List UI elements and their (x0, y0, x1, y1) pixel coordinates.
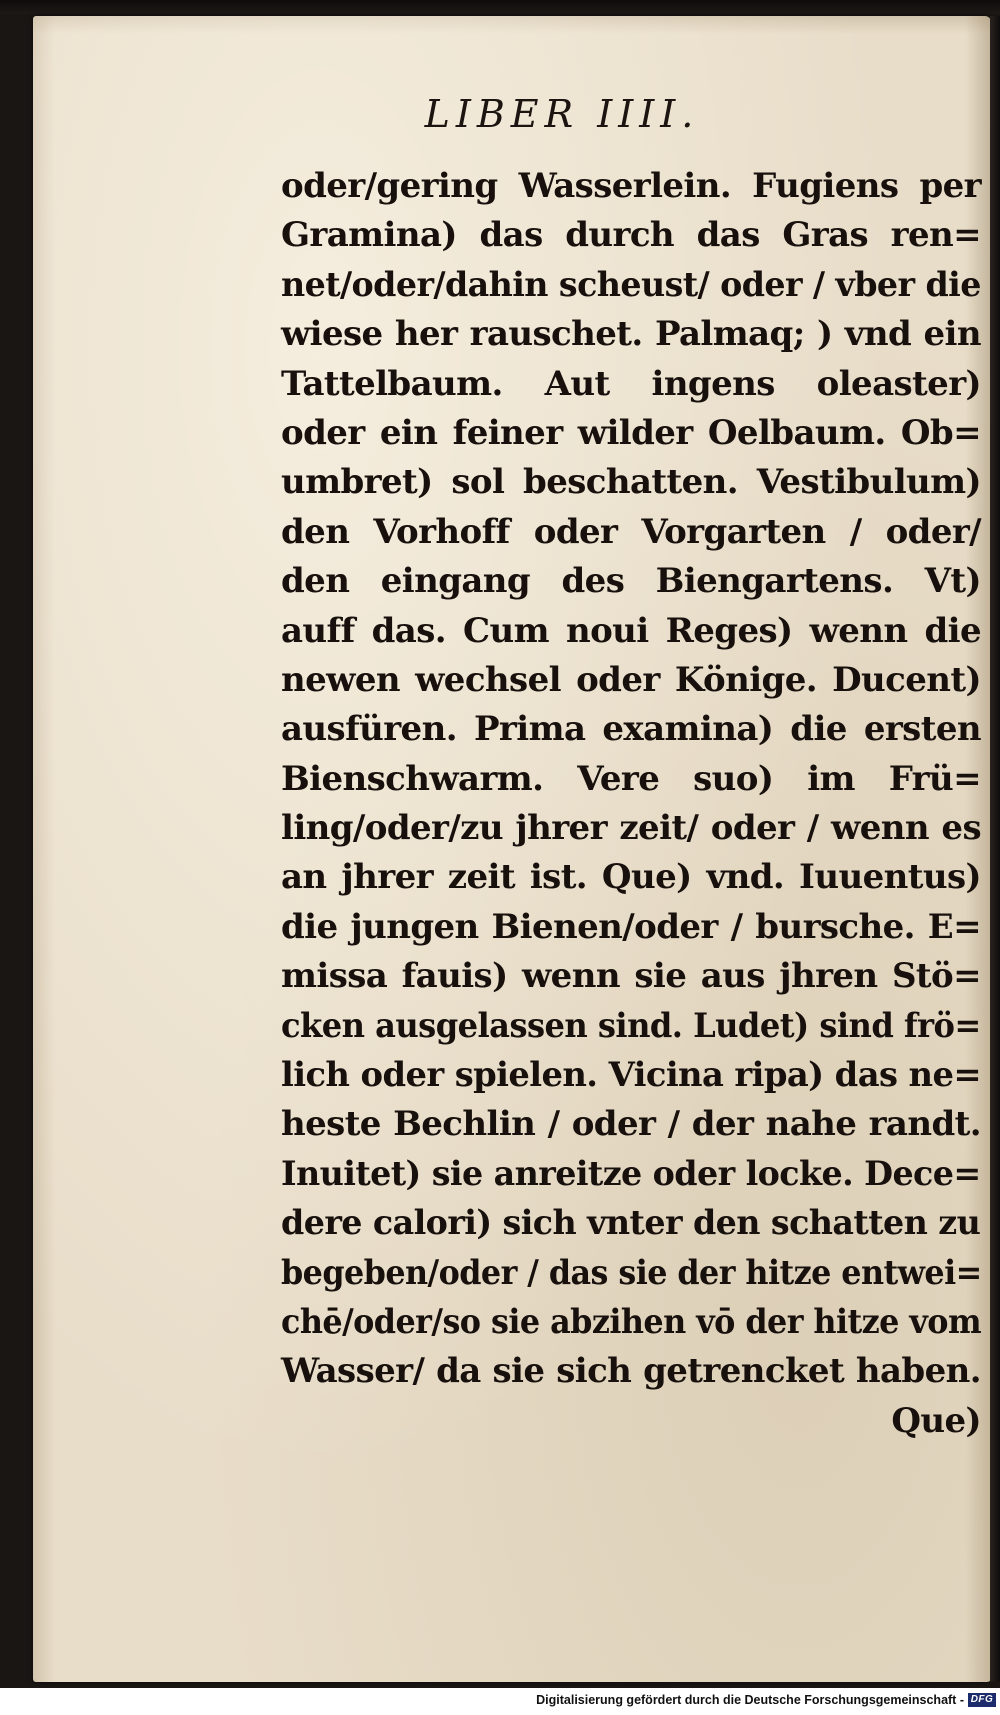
text-line: oder ein feiner wilder Oelbaum. Ob= (281, 412, 981, 453)
digitization-credit: Digitalisierung gefördert durch die Deutsche Forschungsgemeinschaft - (536, 1693, 964, 1707)
text-line: chē/oder/so sie abzihen vō der hitze vom (281, 1301, 982, 1342)
text-line: dere calori) sich vnter den schatten zu (281, 1203, 981, 1244)
text-line: missa fauis) wenn sie aus jhren Stö= (281, 956, 981, 997)
text-line: begeben/oder / das sie der hitze entwei= (281, 1252, 982, 1293)
text-line: an jhrer zeit ist. Que) vnd. Iuuentus) (281, 857, 981, 898)
scanned-page (33, 16, 991, 1682)
text-line: auff das. Cum noui Reges) wenn die (281, 610, 981, 651)
text-line: den eingang des Biengartens. Vt) (281, 561, 981, 602)
text-line: newen wechsel oder Könige. Ducent) (281, 659, 981, 700)
text-block (281, 162, 981, 1446)
scan-top-edge (0, 0, 1000, 14)
text-line: lich oder spielen. Vicina ripa) das ne= (281, 1055, 982, 1096)
page-edge-shadow (990, 16, 1000, 1682)
running-head: LIBER IIII. (424, 92, 700, 136)
text-line: umbret) sol beschatten. Vestibulum) (281, 462, 981, 503)
text-line: oder/gering Wasserlein. Fugiens per (281, 166, 981, 206)
text-line: die jungen Bienen/oder / bursche. E= (281, 906, 981, 947)
text-line: wiese her rauschet. Palmaq; ) vnd ein (281, 314, 981, 355)
text-line: heste Bechlin / oder / der nahe randt. (281, 1104, 981, 1145)
text-line: den Vorhoff oder Vorgarten / oder/ (281, 511, 981, 552)
text-line: Wasser/ da sie sich getrencket haben. (281, 1351, 981, 1392)
text-line: net/oder/dahin scheust/ oder / vber die (281, 264, 981, 305)
footer-bar (0, 1688, 1000, 1715)
text-line: ling/oder/zu jhrer zeit/ oder / wenn es (281, 808, 981, 849)
text-line: Tattelbaum. Aut ingens oleaster) (281, 363, 981, 404)
text-line: cken ausgelassen sind. Ludet) sind frö= (281, 1005, 981, 1046)
text-line: ausfüren. Prima examina) die ersten (281, 709, 981, 750)
text-line: Gramina) das durch das Gras ren= (281, 215, 981, 256)
text-line: Que) (891, 1400, 981, 1441)
text-line: Inuitet) sie anreitze oder locke. Dece= (281, 1153, 981, 1194)
text-line: Bienschwarm. Vere suo) im Frü= (281, 758, 981, 799)
dfg-logo: DFG (968, 1693, 996, 1707)
